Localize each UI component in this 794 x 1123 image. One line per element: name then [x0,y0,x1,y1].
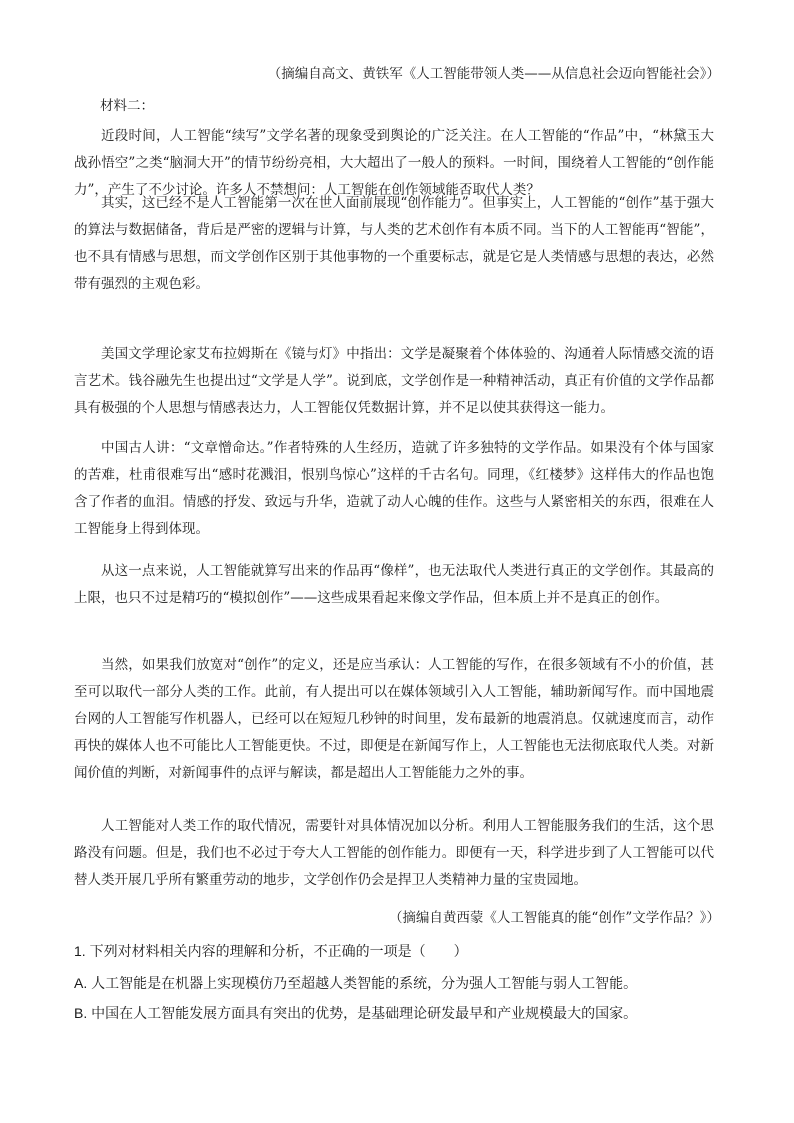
option-b: B. 中国在人工智能发展方面具有突出的优势，是基础理论研发最早和产业规模最大的国家。 [74,1005,638,1021]
paragraph-2: 其实，这已经不是人工智能第一次在世人面前展现“创作能力”。但事实上，人工智能的“创作”基于强大的算法与数据储备，背后是严密的逻辑与计算，与人类的艺术创作有本质不同。当下的人工智能再“智能”，也不具有情感与思想，而文学创作区别于其他事物的一个重要标志，就是它是人类情感与思想的表达，必然带有强烈的主观色彩。 [74,195,714,292]
source-citation-bottom: （摘编自黄西蒙《人工智能真的能“创作”文学作品？》） [388,910,720,926]
option-a: A. 人工智能是在机器上实现模仿乃至超越人类智能的系统，分为强人工智能与弱人工智能。 [74,975,638,991]
paragraph-1: 近段时间，人工智能“续写”文学名著的现象受到舆论的广泛关注。在人工智能的“作品”中，“林黛玉大战孙悟空”之类“脑洞大开”的情节纷纷亮相，大大超出了一般人的预料。一时间，围绕着人工智能的“创作能力”，产生了不少讨论。许多人不禁想问：人工智能在创作领域能否取代人类？ [74,128,714,198]
material-two-label: 材料二： [100,98,154,114]
paragraph-3: 美国文学理论家艾布拉姆斯在《镜与灯》中指出：文学是凝聚着个体体验的、沟通着人际情感交流的语言艺术。钱谷融先生也提出过“文学是人学”。说到底，文学创作是一种精神活动，真正有价值的文学作品都具有极强的个人思想与情感表达力，人工智能仅凭数据计算，并不足以使其获得这一能力。 [74,346,714,416]
paragraph-5: 从这一点来说，人工智能就算写出来的作品再“像样”，也无法取代人类进行真正的文学创作。其最高的上限，也只不过是精巧的“模拟创作”——这些成果看起来像文学作品，但本质上并不是真正的创作。 [74,563,714,606]
source-citation-top: （摘编自高文、黄铁军《人工智能带领人类——从信息社会迈向智能社会》） [267,66,720,82]
paragraph-6: 当然，如果我们放宽对“创作”的定义，还是应当承认：人工智能的写作，在很多领域有不小的价值，甚至可以取代一部分人类的工作。此前，有人提出可以在媒体领域引入人工智能，辅助新闻写作。而中国地震台网的人工智能写作机器人，已经可以在短短几秒钟的时间里，发布最新的地震消息。仅就速度而言，动作再快的媒体人也不可能比人工智能更快。不过，即便是在新闻写作上，人工智能也无法彻底取代人类。对新闻价值的判断，对新闻事件的点评与解读，都是超出人工智能能力之外的事。 [74,657,714,781]
paragraph-4: 中国古人讲：“文章憎命达。”作者特殊的人生经历，造就了许多独特的文学作品。如果没有个体与国家的苦难，杜甫很难写出“感时花溅泪，恨别鸟惊心”这样的千古名句。同理，《红楼梦》这样伟大的作品也饱含了作者的血泪。情感的抒发、致远与升华，造就了动人心魄的佳作。这些与人紧密相关的东西，很难在人工智能身上得到体现。 [74,440,714,537]
question-stem: 1. 下列对材料相关内容的理解和分析，不正确的一项是（ ） [74,943,468,959]
paragraph-7: 人工智能对人类工作的取代情况，需要针对具体情况加以分析。利用人工智能服务我们的生活，这个思路没有问题。但是，我们也不必过于夸大人工智能的创作能力。即便有一天，科学进步到了人工智能可以代替人类开展几乎所有繁重劳动的地步，文学创作仍会是捍卫人类精神力量的宝贵园地。 [74,818,714,888]
